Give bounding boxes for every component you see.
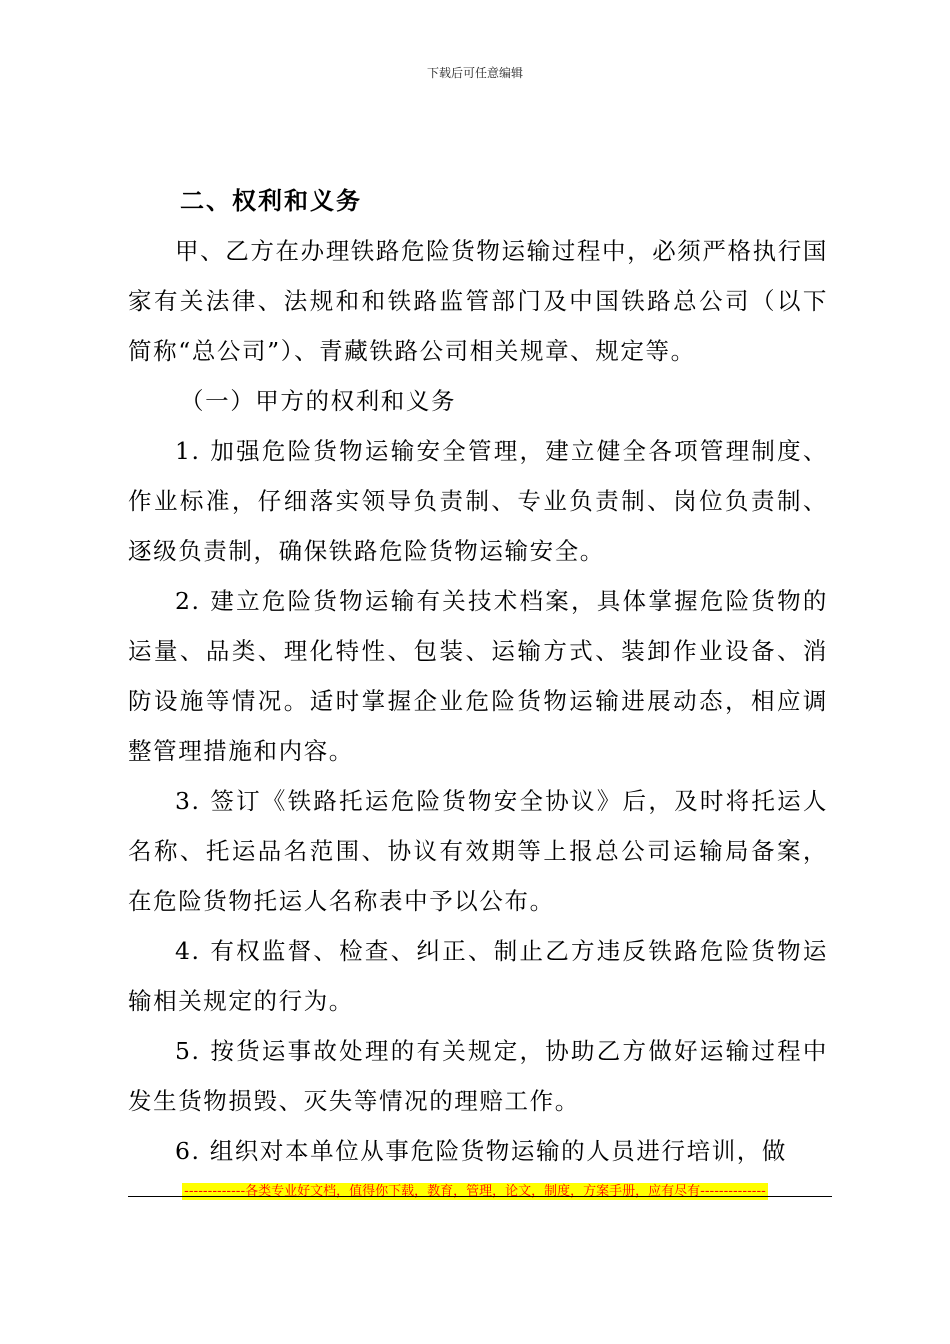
intro-paragraph: 甲、乙方在办理铁路危险货物运输过程中，必须严格执行国家有关法律、法规和和铁路监管部门及中国铁路总公司（以下简称“总公司”）、青藏铁路公司相关规章、规定等。 [128, 237, 828, 365]
document-body [128, 176, 828, 1176]
list-item: 6. 组织对本单位从事危险货物运输的人员进行培训，做 [175, 1137, 787, 1165]
footer-divider [128, 1196, 832, 1197]
list-item: 1. 加强危险货物运输安全管理，建立健全各项管理制度、作业标准，仔细落实领导负责制、专业负责制、岗位负责制、逐级负责制，确保铁路危险货物运输安全。 [128, 437, 828, 565]
footer-banner-text: -------------各类专业好文档，值得你下载，教育，管理，论文，制度，方案手册，应有尽有-------------- [184, 1184, 766, 1199]
list-item: 4. 有权监督、检查、纠正、制止乙方违反铁路危险货物运输相关规定的行为。 [128, 937, 828, 1015]
list-item: 5. 按货运事故处理的有关规定，协助乙方做好运输过程中发生货物损毁、灭失等情况的理赔工作。 [128, 1037, 828, 1115]
subsection-heading: （一）甲方的权利和义务 [180, 387, 457, 415]
list-item: 2. 建立危险货物运输有关技术档案，具体掌握危险货物的运量、品类、理化特性、包装、运输方式、装卸作业设备、消防设施等情况。适时掌握企业危险货物运输进展动态，相应调整管理措施和内容。 [128, 587, 828, 765]
section-heading: 二、权利和义务 [180, 187, 362, 215]
list-item: 3. 签订《铁路托运危险货物安全协议》后，及时将托运人名称、托运品名范围、协议有效期等上报总公司运输局备案，在危险货物托运人名称表中予以公布。 [128, 787, 828, 915]
page-header: 下载后可任意编辑 [426, 66, 523, 80]
footer-banner [0, 1180, 950, 1200]
